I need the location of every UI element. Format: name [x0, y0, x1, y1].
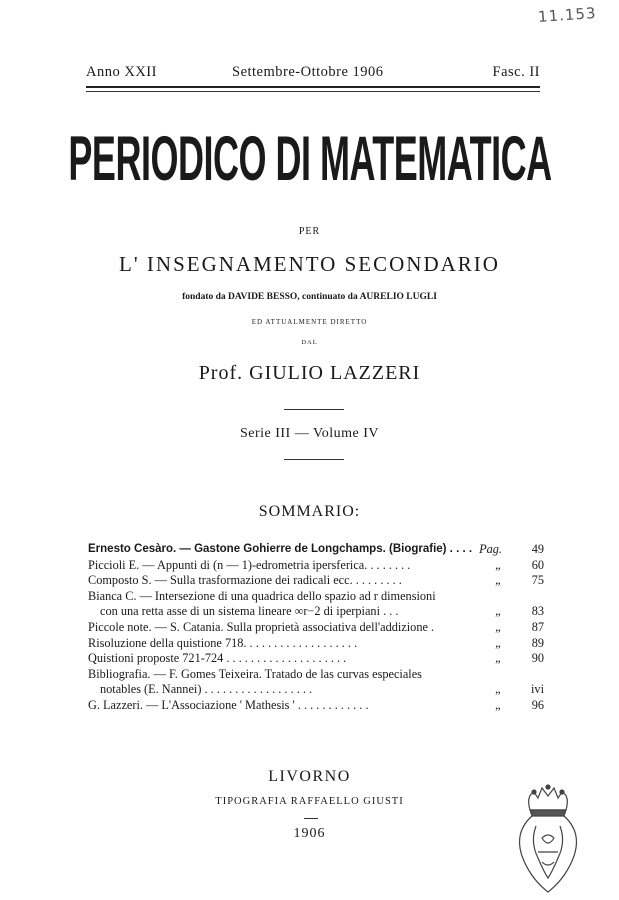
toc-entry-text: Risoluzione della quistione 718. . . . . . . . . . . . . . . . . . . [88, 635, 358, 650]
header-rule-thick [86, 86, 540, 88]
currently-directed-line: ED ATTUALMENTE DIRETTO [251, 318, 368, 326]
toc-entry [88, 573, 544, 589]
toc-page-marker: Pag. [479, 542, 502, 556]
toc-entry-text: notables (E. Nannei) . . . . . . . . . . . . . . . . . . [100, 682, 313, 697]
toc-entry-text: Piccole note. — S. Catania. Sulla proprietà associativa dell'addizione . [88, 619, 435, 634]
series-volume: Serie III — Volume IV [239, 426, 380, 441]
separator-rule [284, 459, 344, 460]
journal-subtitle: L' INSEGNAMENTO SECONDARIO [119, 252, 500, 276]
publication-year: 1906 [293, 826, 326, 841]
toc-entry-text: Bianca C. — Intersezione di una quadrica dello spazio ad r dimensioni [88, 588, 436, 603]
director-name: Prof. GIULIO LAZZERI [198, 362, 421, 384]
issue-header [86, 64, 540, 84]
publisher-printer: TIPOGRAFIA RAFFAELLO GIUSTI [215, 796, 404, 807]
toc-entry-continuation [88, 604, 544, 620]
toc-entry-text: Bibliografia. — F. Gomes Teixeira. Tratado de las curvas especiales [88, 666, 422, 681]
toc-entry-text: G. Lazzeri. — L'Associazione ' Mathesis ' . . . . . . . . . . . . [88, 697, 369, 712]
toc-page-marker: „ [495, 573, 502, 588]
toc-page-number: 60 [531, 557, 544, 572]
publisher-city: LIVORNO [268, 768, 351, 785]
toc-entry-continuation [88, 682, 544, 698]
toc-page-number: 90 [531, 651, 544, 666]
toc-page-number: 49 [531, 542, 544, 556]
toc-entry-text: con una retta asse di un sistema lineare ∞r−2 di iperpiani . . . [100, 604, 399, 619]
issue-year-label: Anno XXII [86, 64, 157, 80]
handwritten-shelfmark: 11.153 [537, 3, 598, 27]
journal-title: PERIODICO DI MATEMATICA [68, 122, 552, 194]
toc-page-marker: „ [495, 635, 502, 650]
toc-page-number: ivi [531, 682, 544, 697]
title-per: PER [298, 226, 321, 237]
toc-page-marker: „ [495, 604, 502, 619]
header-rule-thin [86, 91, 540, 92]
toc-entry-text: Composto S. — Sulla trasformazione dei radicali ecc. . . . . . . . . [88, 573, 402, 588]
toc-entry [88, 558, 544, 574]
toc-entry [88, 620, 544, 636]
toc-entry [88, 698, 544, 714]
toc-entry [88, 651, 544, 667]
toc-entry [88, 589, 544, 605]
toc-entry-text: Piccioli E. — Appunti di (n — 1)-edrometria ipersferica. . . . . . . . [88, 557, 411, 572]
publisher-rule [304, 818, 318, 819]
library-stamp-crown-icon [508, 782, 588, 898]
toc-page-marker: „ [495, 682, 502, 697]
toc-entry [88, 542, 544, 558]
issue-date: Settembre-Ottobre 1906 [232, 64, 384, 80]
toc-entry [88, 667, 544, 683]
toc-entry-text: Ernesto Cesàro. — Gastone Gohierre de Longchamps. (Biografie) . . . . [88, 543, 473, 555]
toc-page-number: 89 [531, 635, 544, 650]
toc-page-number: 87 [531, 619, 544, 634]
founders-line: fondato da DAVIDE BESSO, continuato da AURELIO LUGLI [182, 292, 437, 302]
toc-page-marker: „ [495, 619, 502, 634]
issue-fascicle: Fasc. II [492, 64, 540, 80]
separator-rule [284, 409, 344, 410]
dal-line: DAL [301, 339, 318, 346]
toc-entry [88, 636, 544, 652]
toc-page-number: 83 [531, 604, 544, 619]
toc-entry-text: Quistioni proposte 721-724 . . . . . . . . . . . . . . . . . . . . [88, 651, 347, 666]
toc-page-marker: „ [495, 557, 502, 572]
toc-page-marker: „ [495, 697, 502, 712]
toc-page-marker: „ [495, 651, 502, 666]
toc-page-number: 75 [531, 573, 544, 588]
contents-heading: SOMMARIO: [258, 503, 361, 520]
toc-page-number: 96 [531, 697, 544, 712]
table-of-contents [88, 542, 544, 714]
